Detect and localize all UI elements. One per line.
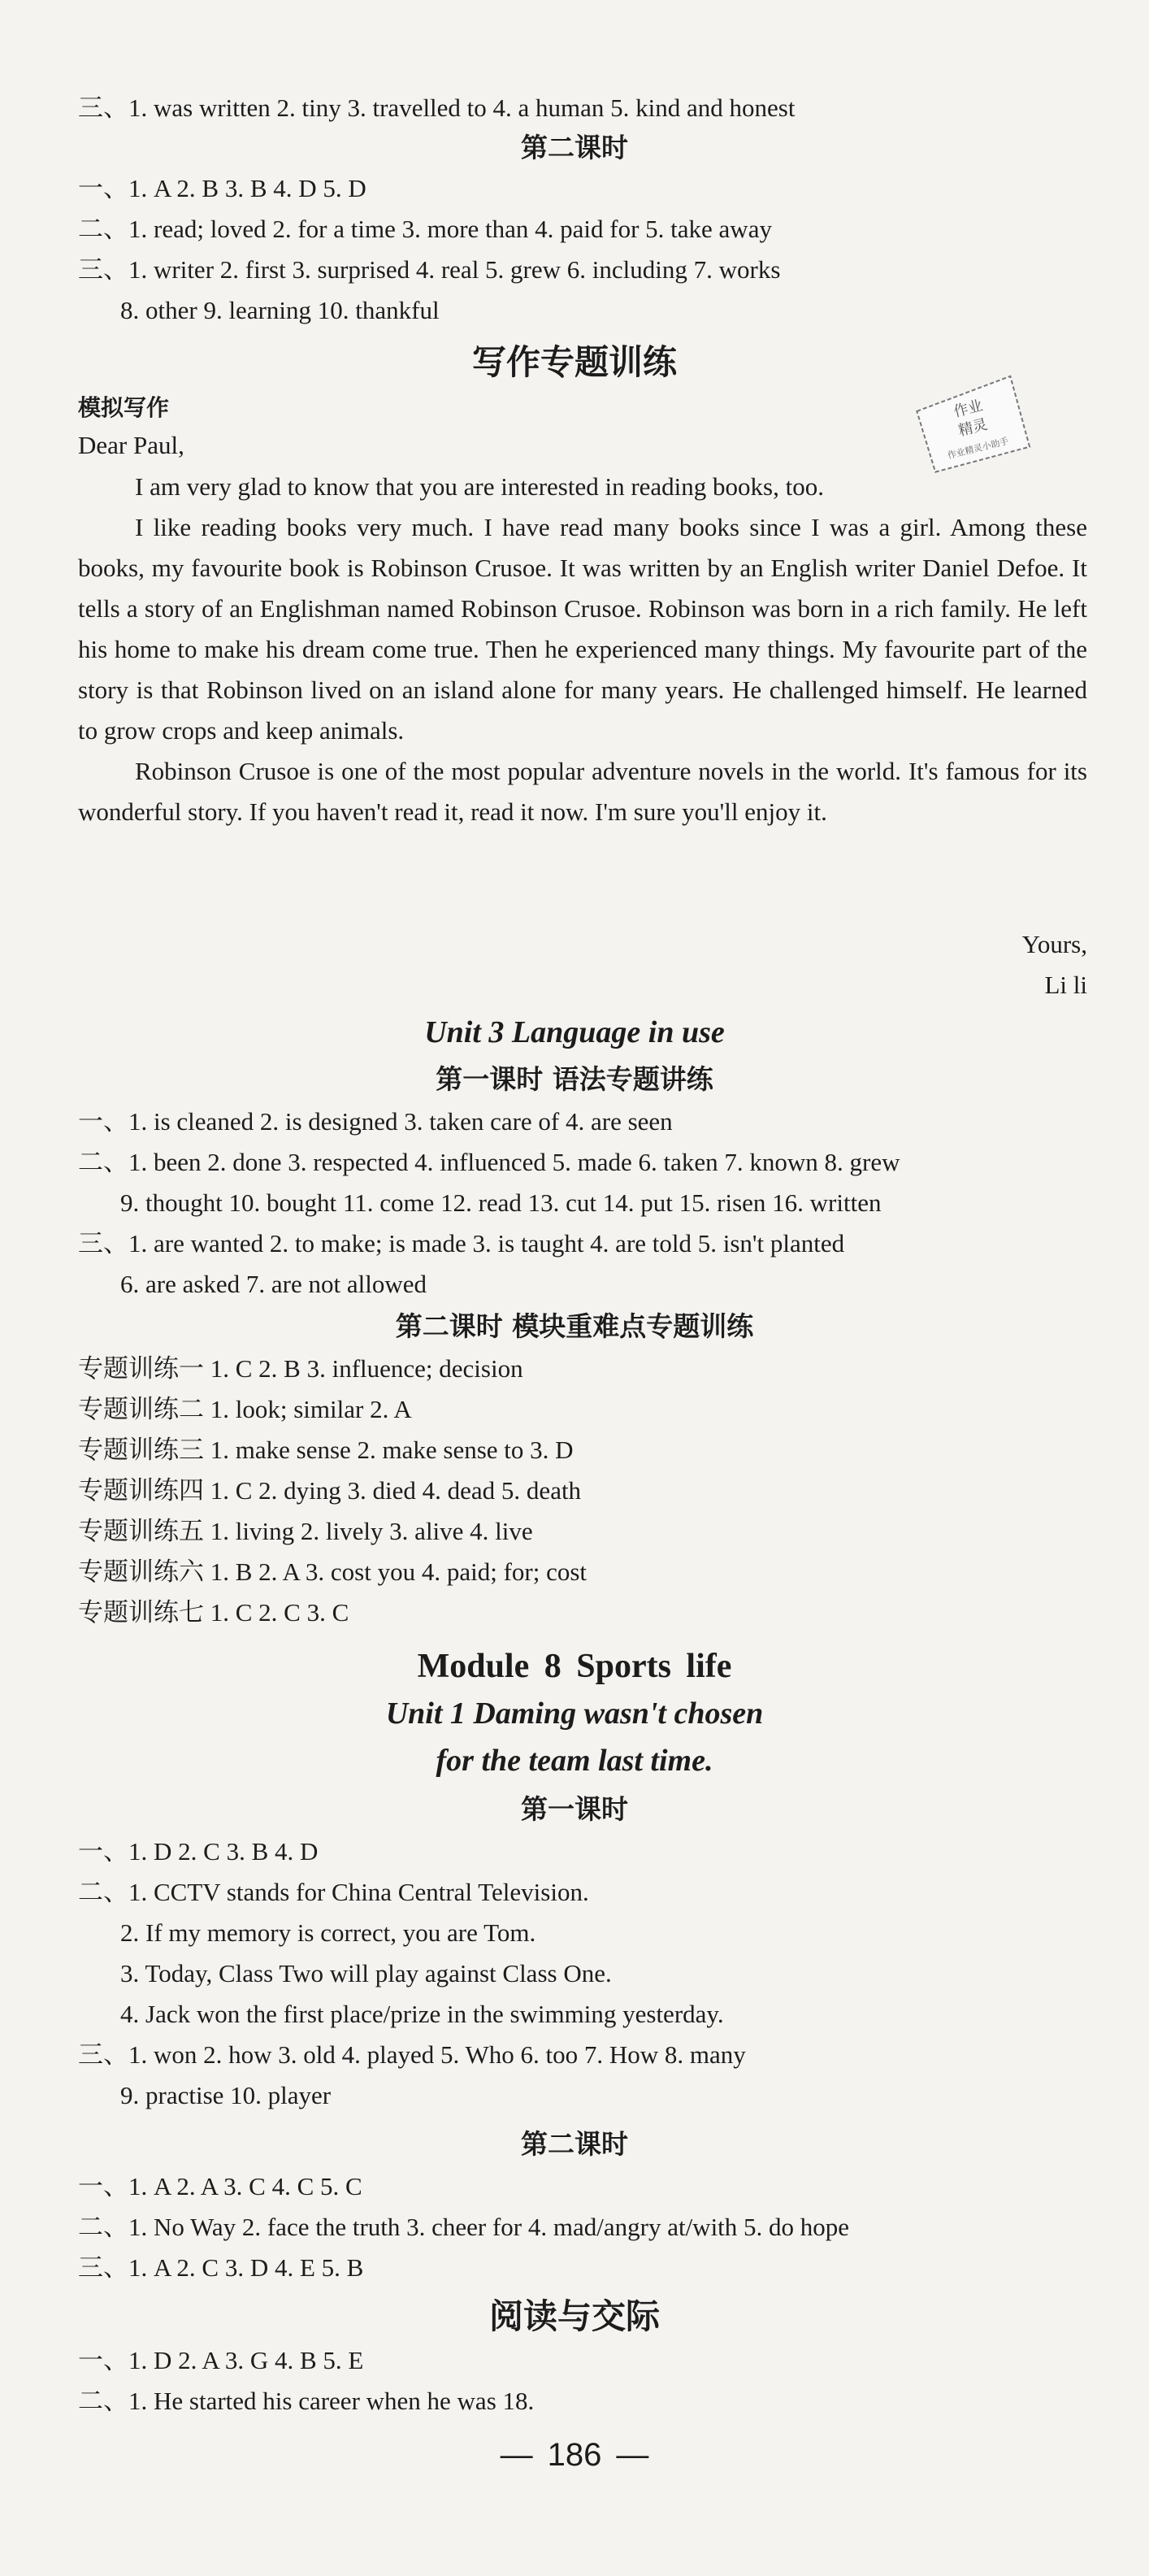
page-number: 186 (547, 2437, 602, 2473)
answer-line: 二、1. No Way 2. face the truth 3. cheer for 4. mad/angry at/with 5. do hope (78, 2213, 850, 2241)
answer-line: 三、1. are wanted 2. to make; is made 3. is taught 4. are told 5. isn't planted (78, 1229, 845, 1258)
answer-line: 一、1. A 2. B 3. B 4. D 5. D (78, 174, 366, 202)
letter-paragraph: Robinson Crusoe is one of the most popular adventure novels in the world. It's famous for its wonderful story. If you haven't read it, read it now. I'm sure you'll enjoy it. (78, 757, 1087, 826)
footer-dash-left: — (500, 2437, 533, 2473)
answer-line: 4. Jack won the first place/prize in the swimming yesterday. (120, 2000, 724, 2028)
answer-line: 专题训练四 1. C 2. dying 3. died 4. dead 5. death (78, 1476, 582, 1505)
answer-line: 一、1. D 2. C 3. B 4. D (78, 1837, 319, 1866)
footer-dash-right: — (616, 2437, 649, 2473)
section-heading: 第二课时 模块重难点专题训练 (395, 1310, 754, 1342)
letter-body (78, 467, 1087, 832)
answer-line: 一、1. D 2. A 3. G 4. B 5. E (78, 2346, 364, 2374)
module-heading: Module 8 Sports life (417, 1648, 732, 1685)
stamp-text-3: 作业精灵小助手 (946, 435, 1010, 462)
answer-line: 三、1. writer 2. first 3. surprised 4. real 5. grew 6. including 7. works (78, 255, 781, 284)
answer-line: 9. thought 10. bought 11. come 12. read 13. cut 14. put 15. risen 16. written (120, 1188, 882, 1217)
answer-line: 三、1. A 2. C 3. D 4. E 5. B (78, 2253, 364, 2282)
answer-line: 6. are asked 7. are not allowed (120, 1270, 427, 1298)
answer-line: 3. Today, Class Two will play against Class One. (120, 1959, 612, 1987)
section-heading: 第一课时 (521, 1793, 628, 1825)
stamp-text-2: 精灵 (956, 415, 990, 440)
answer-line: 二、1. CCTV stands for China Central Television. (78, 1878, 589, 1906)
answer-line: 二、1. He started his career when he was 18. (78, 2387, 535, 2415)
answer-line: 2. If my memory is correct, you are Tom. (120, 1918, 536, 1947)
answer-line: 专题训练七 1. C 2. C 3. C (78, 1598, 349, 1627)
letter-greeting: Dear Paul, (78, 431, 184, 459)
writing-label: 模拟写作 (78, 394, 170, 421)
answer-line: 专题训练二 1. look; similar 2. A (78, 1395, 412, 1423)
answer-line: 专题训练五 1. living 2. lively 3. alive 4. live (78, 1517, 533, 1545)
answer-line: 专题训练三 1. make sense 2. make sense to 3. D (78, 1436, 574, 1464)
answer-line: 专题训练六 1. B 2. A 3. cost you 4. paid; for; cost (78, 1557, 588, 1586)
page-footer (0, 2432, 1149, 2478)
letter-paragraph: I like reading books very much. I have read many books since I was a girl. Among these books, my favourite book is Robinson Crusoe. It was written by an English writer Daniel Defoe. It tells a story of an Englishman named Robinson Crusoe. Robinson was born in a rich family. He left his home to make his dream come true. Then he experienced many things. My favourite part of the story is that Robinson lived on an island alone for many years. He challenged himself. He learned to grow crops and keep animals. (78, 513, 1087, 745)
answer-line: 9. practise 10. player (120, 2081, 332, 2109)
answer-line: 8. other 9. learning 10. thankful (120, 296, 440, 324)
answer-line: 一、1. is cleaned 2. is designed 3. taken care of 4. are seen (78, 1107, 673, 1136)
answer-line: 三、1. was written 2. tiny 3. travelled to 4. a human 5. kind and honest (78, 93, 796, 122)
answer-line: 专题训练一 1. C 2. B 3. influence; decision (78, 1354, 523, 1383)
answer-line: 二、1. been 2. done 3. respected 4. influenced 5. made 6. taken 7. known 8. grew (78, 1148, 900, 1176)
unit-heading: for the team last time. (436, 1744, 713, 1778)
answer-line: 二、1. read; loved 2. for a time 3. more than 4. paid for 5. take away (78, 215, 772, 243)
section-heading: 写作专题训练 (471, 342, 677, 382)
section-heading: 第二课时 (521, 2128, 628, 2160)
unit-heading: Unit 1 Daming wasn't chosen (385, 1696, 764, 1731)
answer-line: 一、1. A 2. A 3. C 4. C 5. C (78, 2172, 362, 2200)
unit-heading: Unit 3 Language in use (424, 1015, 725, 1049)
letter-signature: Li li (1044, 971, 1087, 999)
section-heading: 第二课时 (521, 132, 628, 163)
section-heading: 阅读与交际 (488, 2296, 660, 2336)
letter-closing: Yours, (1021, 930, 1087, 958)
letter-paragraph: I am very glad to know that you are interested in reading books, too. (135, 472, 824, 501)
stamp-text-1: 作业 (952, 397, 985, 421)
answer-line: 三、1. won 2. how 3. old 4. played 5. Who 6. too 7. How 8. many (78, 2040, 746, 2069)
watermark-stamp-icon (908, 370, 1036, 477)
section-heading: 第一课时 语法专题讲练 (436, 1063, 713, 1095)
